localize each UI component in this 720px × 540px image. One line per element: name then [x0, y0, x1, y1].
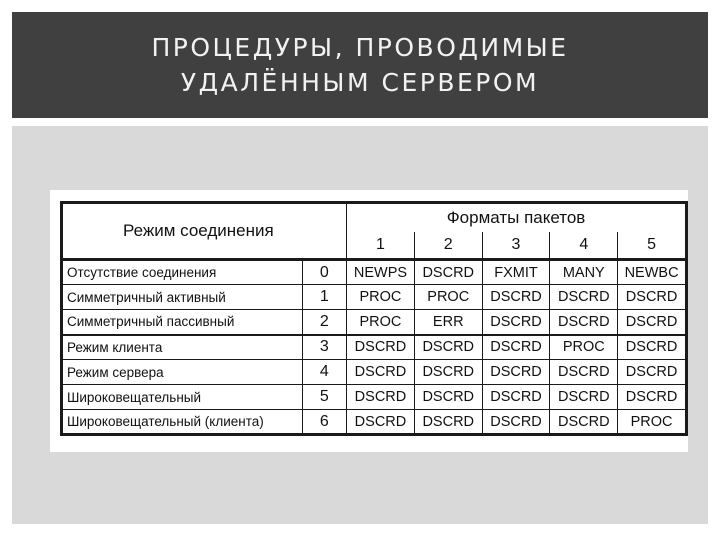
procedure-cell: ERR: [414, 310, 482, 335]
packet-procedure-table: [60, 201, 688, 436]
procedure-cell: FXMIT: [482, 260, 550, 285]
procedure-cell: DSCRD: [482, 285, 550, 310]
mode-number-cell: 6: [302, 410, 347, 435]
mode-name-cell: Широковещательный (клиента): [62, 410, 303, 435]
procedure-cell: DSCRD: [618, 335, 687, 360]
table-row: [62, 260, 687, 285]
procedure-cell: DSCRD: [347, 335, 415, 360]
mode-number-cell: 4: [302, 360, 347, 385]
procedure-cell: MANY: [550, 260, 618, 285]
table-image-frame: [50, 190, 688, 452]
table-row: [62, 335, 687, 360]
procedure-cell: DSCRD: [347, 385, 415, 410]
procedure-cell: PROC: [550, 335, 618, 360]
mode-column-header: Режим соединения: [62, 203, 347, 260]
procedure-cell: DSCRD: [618, 310, 687, 335]
mode-name-cell: Режим клиента: [62, 335, 303, 360]
mode-number-cell: 3: [302, 335, 347, 360]
procedure-cell: DSCRD: [347, 410, 415, 435]
mode-name-cell: Симметричный пассивный: [62, 310, 303, 335]
procedure-cell: DSCRD: [347, 360, 415, 385]
procedure-cell: DSCRD: [550, 385, 618, 410]
procedure-cell: DSCRD: [482, 335, 550, 360]
mode-name-cell: Широковещательный: [62, 385, 303, 410]
procedure-cell: DSCRD: [482, 385, 550, 410]
table-row: [62, 360, 687, 385]
procedure-cell: PROC: [414, 285, 482, 310]
procedure-cell: DSCRD: [550, 360, 618, 385]
title-bar: [12, 12, 708, 118]
mode-number-cell: 1: [302, 285, 347, 310]
procedure-cell: PROC: [618, 410, 687, 435]
procedure-cell: DSCRD: [414, 360, 482, 385]
table-row: [62, 310, 687, 335]
mode-name-cell: Симметричный активный: [62, 285, 303, 310]
procedure-cell: DSCRD: [482, 310, 550, 335]
procedure-cell: DSCRD: [414, 335, 482, 360]
formats-column-header: Форматы пакетов: [347, 203, 687, 233]
procedure-cell: NEWPS: [347, 260, 415, 285]
procedure-cell: DSCRD: [550, 310, 618, 335]
mode-number-cell: 2: [302, 310, 347, 335]
procedure-cell: PROC: [347, 310, 415, 335]
procedure-cell: DSCRD: [618, 360, 687, 385]
procedure-cell: DSCRD: [550, 285, 618, 310]
table-row: [62, 385, 687, 410]
procedure-cell: DSCRD: [414, 410, 482, 435]
format-number-header: 1: [347, 232, 415, 260]
procedure-cell: DSCRD: [482, 410, 550, 435]
procedure-cell: DSCRD: [414, 260, 482, 285]
slide-title: [151, 30, 568, 100]
procedure-cell: PROC: [347, 285, 415, 310]
format-number-header: 5: [618, 232, 687, 260]
procedure-cell: DSCRD: [550, 410, 618, 435]
procedure-cell: NEWBC: [618, 260, 687, 285]
mode-number-cell: 0: [302, 260, 347, 285]
procedure-cell: DSCRD: [618, 385, 687, 410]
table-row: [62, 410, 687, 435]
mode-name-cell: Отсутствие соединения: [62, 260, 303, 285]
mode-name-cell: Режим сервера: [62, 360, 303, 385]
procedure-cell: DSCRD: [414, 385, 482, 410]
slide-title-line-2: УДАЛЁННЫМ СЕРВЕРОМ: [180, 68, 540, 97]
procedure-cell: DSCRD: [618, 285, 687, 310]
format-number-header: 2: [414, 232, 482, 260]
slide-title-line-1: ПРОЦЕДУРЫ, ПРОВОДИМЫЕ: [151, 33, 569, 62]
procedure-cell: DSCRD: [482, 360, 550, 385]
format-number-header: 4: [550, 232, 618, 260]
mode-number-cell: 5: [302, 385, 347, 410]
format-number-header: 3: [482, 232, 550, 260]
table-row: [62, 285, 687, 310]
